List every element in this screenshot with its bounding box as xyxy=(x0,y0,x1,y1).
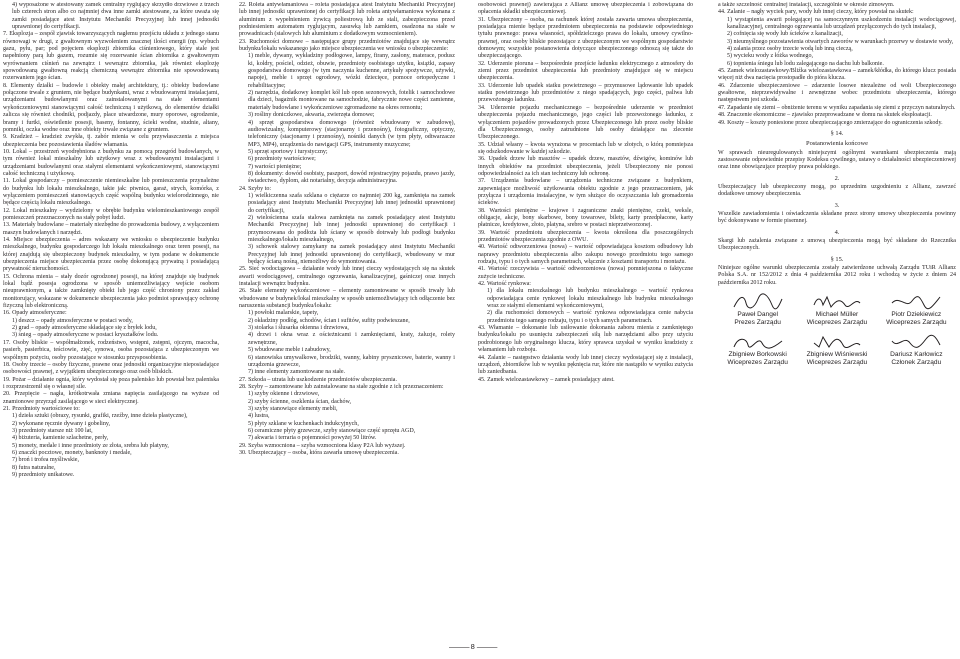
list-item: 6) przedmioty wartościowe; xyxy=(248,156,316,163)
signatory-name: Dariusz Karłowicz xyxy=(890,351,943,359)
list-item: 3) śnieg – opady atmosferyczne w postaci kryształków lodu. xyxy=(12,332,159,339)
paragraph: 46. Zdarzenie ubezpieczeniowe – zdarzenie losowe niezależne od woli Ubezpieczonego gwałtowne, nieprzewidywalne i zewnętrzne wobec przedmiotu ubezpieczenia, którego następstwem jest szkoda. xyxy=(718,82,956,104)
list-item: 8) dokumenty: dowód osobisty, paszport, dowód rejestracyjny pojazdu, prawo jazdy, świadectwo, dyplom, akt notarialny, decyzja administracyjna. xyxy=(248,170,455,185)
paragraph: 11. Lokal gospodarczy – pomieszczenie niemieszkalne lub pomieszczenia przynależne do budynku lub lokalu mieszkalnego, takie jak: piwnica, garaż, strych, komórka, z wyłączeniem pomieszczeń stanowiących część wspólną budynku wielorodzinnego, nie będące częścią lokalu mieszkalnego. xyxy=(3,178,219,207)
signature-block xyxy=(722,293,794,327)
signature-block xyxy=(801,333,873,367)
paragraph: 37. Urządzenia budowlane – urządzenia techniczne związane z budynkiem, zapewniające możliwość użytkowania obiektu zgodnie z jego przeznaczeniem, jak przyłącza i urządzenia instalacyjne, w tym służące do oczyszczania lub gromadzenia ścieków. xyxy=(478,178,693,207)
paragraph: 24. Szyby to: xyxy=(239,185,272,192)
list-item: 2) szyby ścienne, oszklenia ścian, dachów, xyxy=(248,398,352,405)
list-item: 1) wielkiczenna szafa szklana o ciężarze co najmniej 200 kg, zamknięta na zamek posiadający atest Instytutu Mechaniki Precyzyjnej lub innej jednostki uprawnionej do certyfikacji, xyxy=(248,192,455,214)
paragraph: W sprawach nieuregulowanych niniejszymi ogólnymi warunkami ubezpieczenia mają zastosowanie odpowiednie przepisy Kodeksu cywilnego, ustawy o działalności ubezpieczeniowej oraz inne obowiązujące przepisy prawa polskiego. xyxy=(718,149,956,171)
list-item: 4) wyposażone w atestowany zamek centralny ryglujący skrzydło drzwiowe z trzech lub czterech stron albo co najmniej dwa inne zamki atestowane, za które uważa się zamki posiadające atest Instytutu Mechaniki Precyzyjnej lub innej jednostki uprawnionej do certyfikacji. xyxy=(12,2,219,31)
list-item: 7) broń i trofea myśliwskie, xyxy=(12,457,80,464)
paragraph: Wszelkie zawiadomienia i oświadczenia składane przez strony umowy ubezpieczenia powinny być dokonywane w formie pisemnej. xyxy=(718,210,956,225)
paragraph: 45. Zamek wielozastawkowy – zamek posiadający atest. xyxy=(478,376,615,383)
paragraph: 29. Szyba wzmocniona – szyba wzmocniona klasy P2A lub wyższej. xyxy=(239,442,406,449)
list-item: 3) nieumyślnego pozostawienia otwartych zaworów w warunkach przerwy w dostawie wody, xyxy=(727,38,954,45)
paragraph: 17. Osoby bliskie – współmałżonek, rodzeństwo, wstępni, zstępni, ojczym, macocha, pasierb, pasierbica, teściowie, zięć, synowa, osoba pozostająca z ubezpieczonym we wspólnym pożyciu, osoby pozostające w stosunku przysposobienia. xyxy=(3,339,219,361)
list-item: 7) wartości pieniężne; xyxy=(248,163,302,170)
list-item: 4) drzwi i okna wraz z ościeżnicami i zamknięciami, kraty, żaluzje, rolety zewnętrzne, xyxy=(248,332,455,346)
list-item: 5) wycieku wody z łóżka wodnego, xyxy=(727,53,813,60)
signature-block xyxy=(880,333,952,367)
list-item: 2) grad – opady atmosferyczne składające się z bryłek lodu, xyxy=(12,325,157,332)
text-column-4 xyxy=(718,2,956,642)
list-item: 5) monety, medale i inne przedmioty ze złota, srebra lub platyny, xyxy=(12,442,169,449)
section-heading: § 15. xyxy=(830,255,844,263)
paragraph: 43. Włamanie – dokonanie lub usiłowanie dokonania zaboru mienia z zamkniętego budynku/lokalu po usunięciu zabezpieczeń siłą lub narzędziami albo przy użyciu podrobionego lub oryginalnego klucza, który sprawca uzyskał w wyniku kradzieży z włamaniem lub rozboju. xyxy=(478,325,693,354)
list-item: 6) znaczki pocztowe, monety, banknoty i medale, xyxy=(12,449,132,456)
signatory-name: Zbigniew Borkowski xyxy=(728,351,787,359)
paragraph: a także szczelność centralnej instalacji, szczególnie w okresie zimowym. xyxy=(718,2,895,8)
section-heading: 2. xyxy=(834,174,840,182)
list-item: 1) deszcz – opady atmosferyczne w postaci wody, xyxy=(12,317,133,324)
list-item: 4) biżuteria, kamienie szlachetne, perły, xyxy=(12,435,109,442)
paragraph: 8. Elementy działki – budowle i obiekty małej architektury, tj.: obiekty budowlane połączone trwale z gruntem, nie będące budynkami, wraz z wbudowanymi instalacjami, urządzeniami budowlanymi oraz zainstalowanymi na stałe elementami wykończeniowymi stanowiącymi całość techniczną i użytkową, do elementów działki zalicza się również chodniki, podjazdy, place utwardzone, mury oporowe, ogrodzenie, bramy i furtki, oświetlenie posesji, baseny, fontanny, ścieki wodne, studnie, altany, pomniki, oczka wodne oraz inne obiekty trwale związane z gruntem. xyxy=(3,82,219,133)
list-item: 2) okładziny podłóg, schodów, ścian i sufitów, sufity podwieszane, xyxy=(248,317,410,324)
list-item: 4) lustra, xyxy=(248,413,270,420)
paragraph: 33. Uderzenie lub upadek statku powietrznego – przymusowe lądowanie lub upadek statku powietrznego lub przedmiotów z niego spadających, jego części, paliwa lub przewożonego ładunku. xyxy=(478,82,693,104)
signatory-role: Wiceprezes Zarządu xyxy=(727,359,788,367)
paragraph: Skargi lub zażalenia związane z umową ubezpieczenia mogą być składane do Rzecznika Ubezpieczonych. xyxy=(718,237,956,252)
text-column-1 xyxy=(3,2,219,642)
signatory-name: Piotr Dziekiewicz xyxy=(891,311,942,319)
list-item: 5) płyty szklane w kuchenkach indukcyjnych, xyxy=(248,420,359,427)
signatory-name: Paweł Dangel xyxy=(737,311,778,319)
paragraph: 26. Stałe elementy wykończeniowe – elementy zamontowane w sposób trwały lub wbudowane w budynek/lokal mieszkalny w sposób uniemożliwiający ich odłączenie bez naruszenia substancji budynku/lokalu: xyxy=(239,288,455,310)
signatory-role: Prezes Zarządu xyxy=(734,319,781,327)
page-number-value: 8 xyxy=(470,642,475,651)
paragraph: 35. Udział własny – kwota wyrażona w procentach lub w złotych, o którą pomniejsza się odszkodowanie w każdej szkodzie. xyxy=(478,141,693,155)
paragraph: 49. Koszty – koszty poniesione przez ubezpieczającego zmierzające do ograniczenia szkody. xyxy=(718,119,943,126)
handwritten-signature xyxy=(801,293,873,311)
paragraph: 38. Wartości pieniężne – krajowe i zagraniczne znaki pieniężne, czeki, weksle, obligacje, akcje, bony skarbowe, bony towarowe, bilety, karty przedpłacone, karty płatnicze, kredytowe, złoto, platyna, srebro w postaci nieprzetworzonej. xyxy=(478,207,693,229)
paragraph: 28. Szyby – zamontowane lub zainstalowane na stałe zgodnie z ich przeznaczeniem: xyxy=(239,383,444,390)
paragraph: Ubezpieczający lub ubezpieczony mogą, po uprzednim uzgodnieniu z Allianz, zawrzeć dodatkowe umowy ubezpieczenia. xyxy=(718,183,956,198)
list-item: 6) stanowiska umywalkowe, brodziki, wanny, kabiny prysznicowe, baterie, wanny i urządzenia grzewcze, xyxy=(248,354,455,368)
list-item: 3) przedmioty starsze niż 100 lat, xyxy=(12,427,93,434)
signatory-role: Wiceprezes Zarządu xyxy=(806,359,868,367)
paragraph: 41. Wartość rzeczywista – wartość odtworzeniowa (nowa) pomniejszona o faktyczne zużycie techniczne. xyxy=(478,266,693,280)
paragraph: 19. Pożar – działanie ognia, który wydostał się poza palenisko lub powstał bez paleniska i rozprzestrzenił się o własnej sile. xyxy=(3,376,219,390)
list-item: 9) przedmioty unikatowe. xyxy=(12,472,75,478)
list-item: 5) wbudowane meble i zabudowy, xyxy=(248,347,331,354)
list-item: 2) cofnięcia się wody lub ścieków z kanalizacji, xyxy=(727,31,843,38)
signatory-role: Członek Zarządu xyxy=(891,359,942,367)
paragraph: 12. Lokal mieszkalny – wydzielony w obrębie budynku wielomieszkaniowego zespół pomieszczeń przeznaczonych na stały pobyt ludzi. xyxy=(3,207,219,221)
paragraph: 36. Upadek drzew lub masztów – upadek drzew, masztów, dźwigów, kominów lub innych obiektów na przedmiot ubezpieczenia, jeżeli Ubezpieczony nie ponosi odpowiedzialności za ich stan techniczny lub ochronę. xyxy=(478,156,693,177)
section-heading: 4. xyxy=(834,228,840,236)
paragraph: 45. Zamek wielozastawkowy/Bliźka wielozastawkowa – zamek/kłódka, do którego klucz posiada więcej niż dwa nacięcia prostopadłe do pióra klucza. xyxy=(718,68,956,82)
paragraph: 15. Ochrona mienia – stały dozór ogrodzonej posesji, na której znajduje się budynek lokal bądź posesja ogrodzona w sposób uniemożliwiający wejście osobom nieuprawnionym, a także zamknięty obiekt lub jego część chroniony przez zakład monitorujący, wskazane w dokumencie ubezpieczenia jako podmiot sprawujący ochronę fizyczną lub elektroniczną. xyxy=(3,273,219,310)
paragraph: 47. Zapadanie się ziemi – obniżenie terenu w wyniku zapadania się ziemi z przyczyn naturalnych. xyxy=(718,104,956,111)
list-item: 1) meble, dywany, wykładziny podłogowe, lampy, firany, zasłony, materace, podusz ki, koldry, pościel, odzież, obuwie, przedmioty osobistego użytku, książki, zapasy gospodarstwa domowego (w tym naczynia kuchenne, artykuły spożywcze, używki, napoje), meble i sprzęt ogrodowy, wózki dziecięce, pomoce ortopedyczne i rehabilitacyjne; xyxy=(248,53,455,89)
paragraph: osobowości prawnej) zawierająca z Allianz umowę ubezpieczenia i zobowiązana do opłacenia składki ubezpieczeniowej. xyxy=(478,2,693,16)
paragraph: 7. Eksplozja – zespół zjawisk towarzyszących nagłemu przejściu układu z jednego stanu równowagi w drugi, z gwałtownym wyzwoleniem znacznej ilości energii (np. wybuch gazu, pyłu, par; pod pojęciem eksplozji zbiornika ciśnieniowego, który stale jest napełniony parą lub gazem, rozumie się rozerwanie ścian zbiornika z gwałtownym wyrównaniem ciśnień na zewnątrz i wewnątrz zbiornika, jak również eksplozję spowodowaną gwałtowną reakcją chemiczną wewnątrz zbiornika nie spowodowaną rozerwaniem jego ścian. xyxy=(3,31,219,82)
list-item: 1) wystąpienia awarii polegającej na samoczynnym uszkodzeniu instalacji wodociągowej, kanalizacyjnej, centralnego ogrzewania lub urządzeń przyłączonych do tych instalacji, xyxy=(727,16,956,31)
handwritten-signature xyxy=(801,333,873,351)
paragraph: 27. Szkoda – utrata lub uszkodzenie przedmiotów ubezpieczenia. xyxy=(239,376,398,383)
paragraph: 25. Sieć wodociągowa – działanie wody lub innej cieczy wydostających się na skutek awarii wodociągowej, centralnego ogrzewania, kanalizacyjnej, gaśniczej oraz innych instalacji wewnątrz budynku. xyxy=(239,266,455,288)
signatory-name: Michael Müller xyxy=(815,311,859,319)
paragraph: 44. Zalanie – następstwo działania wody lub innej cieczy wydostającej się z instalacji, urządzeń, zbiorników lub w wyniku pęknięcia rur, które nie nastąpiło w wyniku zużycia lub zaniedbania. xyxy=(478,354,693,376)
page-number: ——— 8 ——— xyxy=(449,642,497,651)
list-item: 5) sprzęt sportowy i turystyczny; xyxy=(248,148,328,155)
signatory-role: Wiceprezes Zarządu xyxy=(806,319,868,327)
paragraph: Niniejsze ogólne warunki ubezpieczenia zostały zatwierdzone uchwałą Zarządu TUiR Allianz Polska S.A. nr 152/2012 z dnia 4 października 2012 roku i wchodzą w życie z dniem 24 października 2012 roku. xyxy=(718,265,956,286)
signatures-row-2 xyxy=(718,333,956,367)
list-item: 2) wykonane ręcznie dywany i gobeliny, xyxy=(12,420,111,427)
paragraph: 13. Materiały budowlane – materiały niezbędne do prowadzenia budowy, z wyłączeniem maszyn budowlanych i narzędzi. xyxy=(3,222,219,236)
paragraph: 34. Uderzenie pojazdu mechanicznego – bezpośrednie uderzenie w przedmiot ubezpieczenia pojazdu mechanicznego, jego części lub przewożonego ładunku, z wyłączeniem pojazdów prowadzonych przez Ubezpieczonego lub przez osoby bliskie dla Ubezpieczonego, osoby zatrudnione lub osoby działające na zlecenie Ubezpieczonego. xyxy=(478,104,693,141)
section-14-title: § 14. xyxy=(830,129,844,137)
paragraph: 21. Przedmioty wartościowe to: xyxy=(3,405,80,412)
paragraph: 20. Przepięcie – nagła, krótkotrwała zmiana napięcia zasilającego na wyższe od znamionowe przyrząd zasilającego w sieci elektrycznej. xyxy=(3,391,219,405)
list-item: 2) dla ruchomości domowych – wartość rynkowa odpowiadająca cenie nabycia przedmiotu tego samego rodzaju, typu i o tych samych parametrach. xyxy=(487,310,693,324)
list-item: 8) futra naturalne, xyxy=(12,464,56,471)
paragraph: 16. Opady atmosferyczne: xyxy=(3,310,67,317)
handwritten-signature xyxy=(722,333,794,351)
paragraph: 18. Osoby trzecie – osoby fizyczne, prawne oraz jednostki organizacyjne nieposiadające osobowości prawnej, z wyjątkiem ubezpieczonego oraz osób bliskich. xyxy=(3,361,219,376)
section-14-subtitle: Postanowienia końcowe xyxy=(806,140,868,148)
paragraph: 31. Ubezpieczony – osoba, na rachunek której została zawarta umowa ubezpieczenia, posiadająca mienie będące przedmiotem ubezpieczenia na podstawie odpowiedniego tytułu prawnego: prawa własności, spółdzielczego prawa do lokalu, umowy cywilno-prawnej, oraz osoby bliskie pozostające z ubezpieczonym we wspólnym gospodarstwie domowym; wszystkie postanowienia dotyczące ubezpieczonego odnoszą się także do ubezpieczającego. xyxy=(478,16,693,60)
paragraph: 30. Ubezpieczający – osoba, która zawarła umowę ubezpieczenia. xyxy=(239,449,399,456)
list-item: 3) schowek stalowy zamykany na zamek posiadający atest Instytutu Mechaniki Precyzyjnej lub innej jednostki uprawnionej do certyfikacji, wbudowany w mur będący ścianą nośną, niemożliwy do wymontowania. xyxy=(248,244,455,266)
list-item: 7) akwaria i terraria o pojemności powyżej 50 litrów. xyxy=(248,435,377,442)
list-item: 4) sprzęt gospodarstwa domowego (również wbudowany w zabudowę), audiowizualny, komputerowy (stacjonarny i przenośny), fotograficzny, optyczny, telefoniczny (stacjonarny i przenośny), nośniki danych (w tym płyty, odtwarzacze MP3, MP4), urządzenia do nawigacji GPS, instrumenty muzyczne; xyxy=(248,119,455,148)
paragraph: 42. Wartość rynkowa: xyxy=(478,281,531,288)
list-item: 6) topnienia śniegu lub lodu zalegającego na dachu lub balkonie. xyxy=(727,60,884,67)
signature-block xyxy=(801,293,873,327)
list-item: 7) inne elementy zamontowane na stałe. xyxy=(248,369,346,376)
signature-block xyxy=(722,333,794,367)
list-item: 3) rośliny doniczkowe, akwaria, zwierzęta domowe; xyxy=(248,112,375,119)
signatory-role: Wiceprezes Zarządu xyxy=(886,319,947,327)
list-item: 3) szyby stanowiące elementy mebli, xyxy=(248,405,338,412)
paragraph: 10. Lokal – przestrzeń wyodrębniona z budynku za pomocą przegród budowlanych, w tym również lokal mieszkalny lub użytkowy wraz z wbudowanymi instalacjami i urządzeniami budowlanymi oraz stałymi elementami wykończeniowymi, stanowiącymi całość techniczną i użytkową. xyxy=(3,148,219,177)
signatory-name: Zbigniew Wiśniewski xyxy=(806,351,868,359)
list-item: 6) ceramiczne płyty grzewcze, szyby stanowiące część sprzętu AGD, xyxy=(248,427,416,434)
paragraph: 44. Zalanie – nagły wyciek pary, wody lub innej cieczy, który powstał na skutek: xyxy=(718,9,914,16)
paragraph: 48. Znaczenie ekonomiczne – zjawisko przeprowadzane w domu na skutek eksploatacji. xyxy=(718,112,932,119)
list-item: 1) dla lokalu mieszkalnego lub budynku mieszkalnego – wartość rynkowa odpowiadająca cenie rynkowej lokalu mieszkalnego lub budynku mieszkalnego wraz ze stałymi elementami wykończeniowymi, xyxy=(487,288,693,310)
list-item: 4) zalania przez osoby trzecie wodą lub inną cieczą, xyxy=(727,46,853,53)
handwritten-signature xyxy=(722,293,794,311)
handwritten-signature xyxy=(880,293,952,311)
section-heading: 3. xyxy=(834,201,840,209)
paragraph: 39. Wartość przedmiotu ubezpieczenia – kwota określona dla poszczególnych przedmiotów ubezpieczenia zgodnie z OWU. xyxy=(478,229,693,243)
list-item: 2) wielościenna szafa stalowa zamknięta na zamek posiadający atest Instytutu Mechaniki Precyzyjnej lub innej jednostki uprawnionej do certyfikacji i przymocowana do podłoża lub ściany w sposób dotrwały lub podłogi budynku mieszkalnego/lokalu mieszkalnego, xyxy=(248,214,455,243)
text-column-3 xyxy=(478,2,693,642)
signature-block xyxy=(880,293,952,327)
paragraph: 14. Miejsce ubezpieczenia – adres wskazany we wniosku o ubezpieczenie budynku mieszkalnego, budynku gospodarczego lub lokalu mieszkalnego oraz teren posesji, na której znajdują się ubezpieczony budynek mieszkalny, w tym podane w dokumencie ubezpieczenia miejsce ubezpieczenia przez osobę dokonującą prywatną i posiadającą prywatność nieruchomości. xyxy=(3,237,219,273)
paragraph: 9. Kradzież – kradzież zwykła, tj. zabór mienia w celu przywłaszczenia z miejsca ubezpieczenia bez pozostawienia śladów włamania. xyxy=(3,134,219,148)
list-item: 1) powłoki malarskie, tapety, xyxy=(248,310,319,317)
list-item: 1) dzieła sztuki (obrazy, rysunki, grafiki, rzeźby, inne dzieła plastyczne), xyxy=(12,413,188,420)
handwritten-signature xyxy=(880,333,952,351)
paragraph: 40. Wartość odtworzeniowa (nowa) – wartość odpowiadająca kosztom odbudowy lub naprawy przedmiotu ubezpieczenia albo zakupu nowego przedmiotu tego samego rodzaju, typu i o tych samych parametrach, włącznie z kosztami transportu i montażu. xyxy=(478,244,693,266)
text-column-2 xyxy=(239,2,455,642)
paragraph: 23. Ruchomości domowe – następujące grupy przedmiotów znajdujące się wewnątrz budynku/lokalu wskazanego jako miejsce ubezpieczenia we wniosku o ubezpieczenie: xyxy=(239,38,455,53)
list-item: 1) szyby okienne i drzwiowe, xyxy=(248,391,320,398)
list-item: 2) narzędzia, dodatkowy komplet kół lub opon sezonowych, fotelik i samochodowe dla dzieci, bagażnik montowane na samochodzie, fabrycznie nowe części zamienne, materiały budowlane i wykończeniowe zgromadzone na okres remontu; xyxy=(248,90,455,111)
signatures-row-1 xyxy=(718,293,956,327)
list-item: 3) stolarka i ślusarka okienna i drzwiowa, xyxy=(248,325,349,332)
paragraph: 22. Roleta antywłamaniowa – roleta posiadająca atest Instytutu Mechaniki Precyzyjnej lub innej jednostki uprawnionej do certyfikacji lub roleta antywłamaniowa wykonana z aluminium z wypełnieniem żywicą poliestrową lub ze stali, zabezpieczona przed podniesieniem automatem ryglującym, zasuwką lub zamkiem, osadzona na stałe w prowadnicach (stalowych lub aluminium z dodatkowym wzmocnieniem). xyxy=(239,2,455,38)
paragraph: 32. Uderzenie pioruna – bezpośrednie przejście ładunku elektrycznego z atmosfery do ziemi przez przedmiot ubezpieczenia lub przedmioty znajdujące się w miejscu ubezpieczenia. xyxy=(478,60,693,82)
